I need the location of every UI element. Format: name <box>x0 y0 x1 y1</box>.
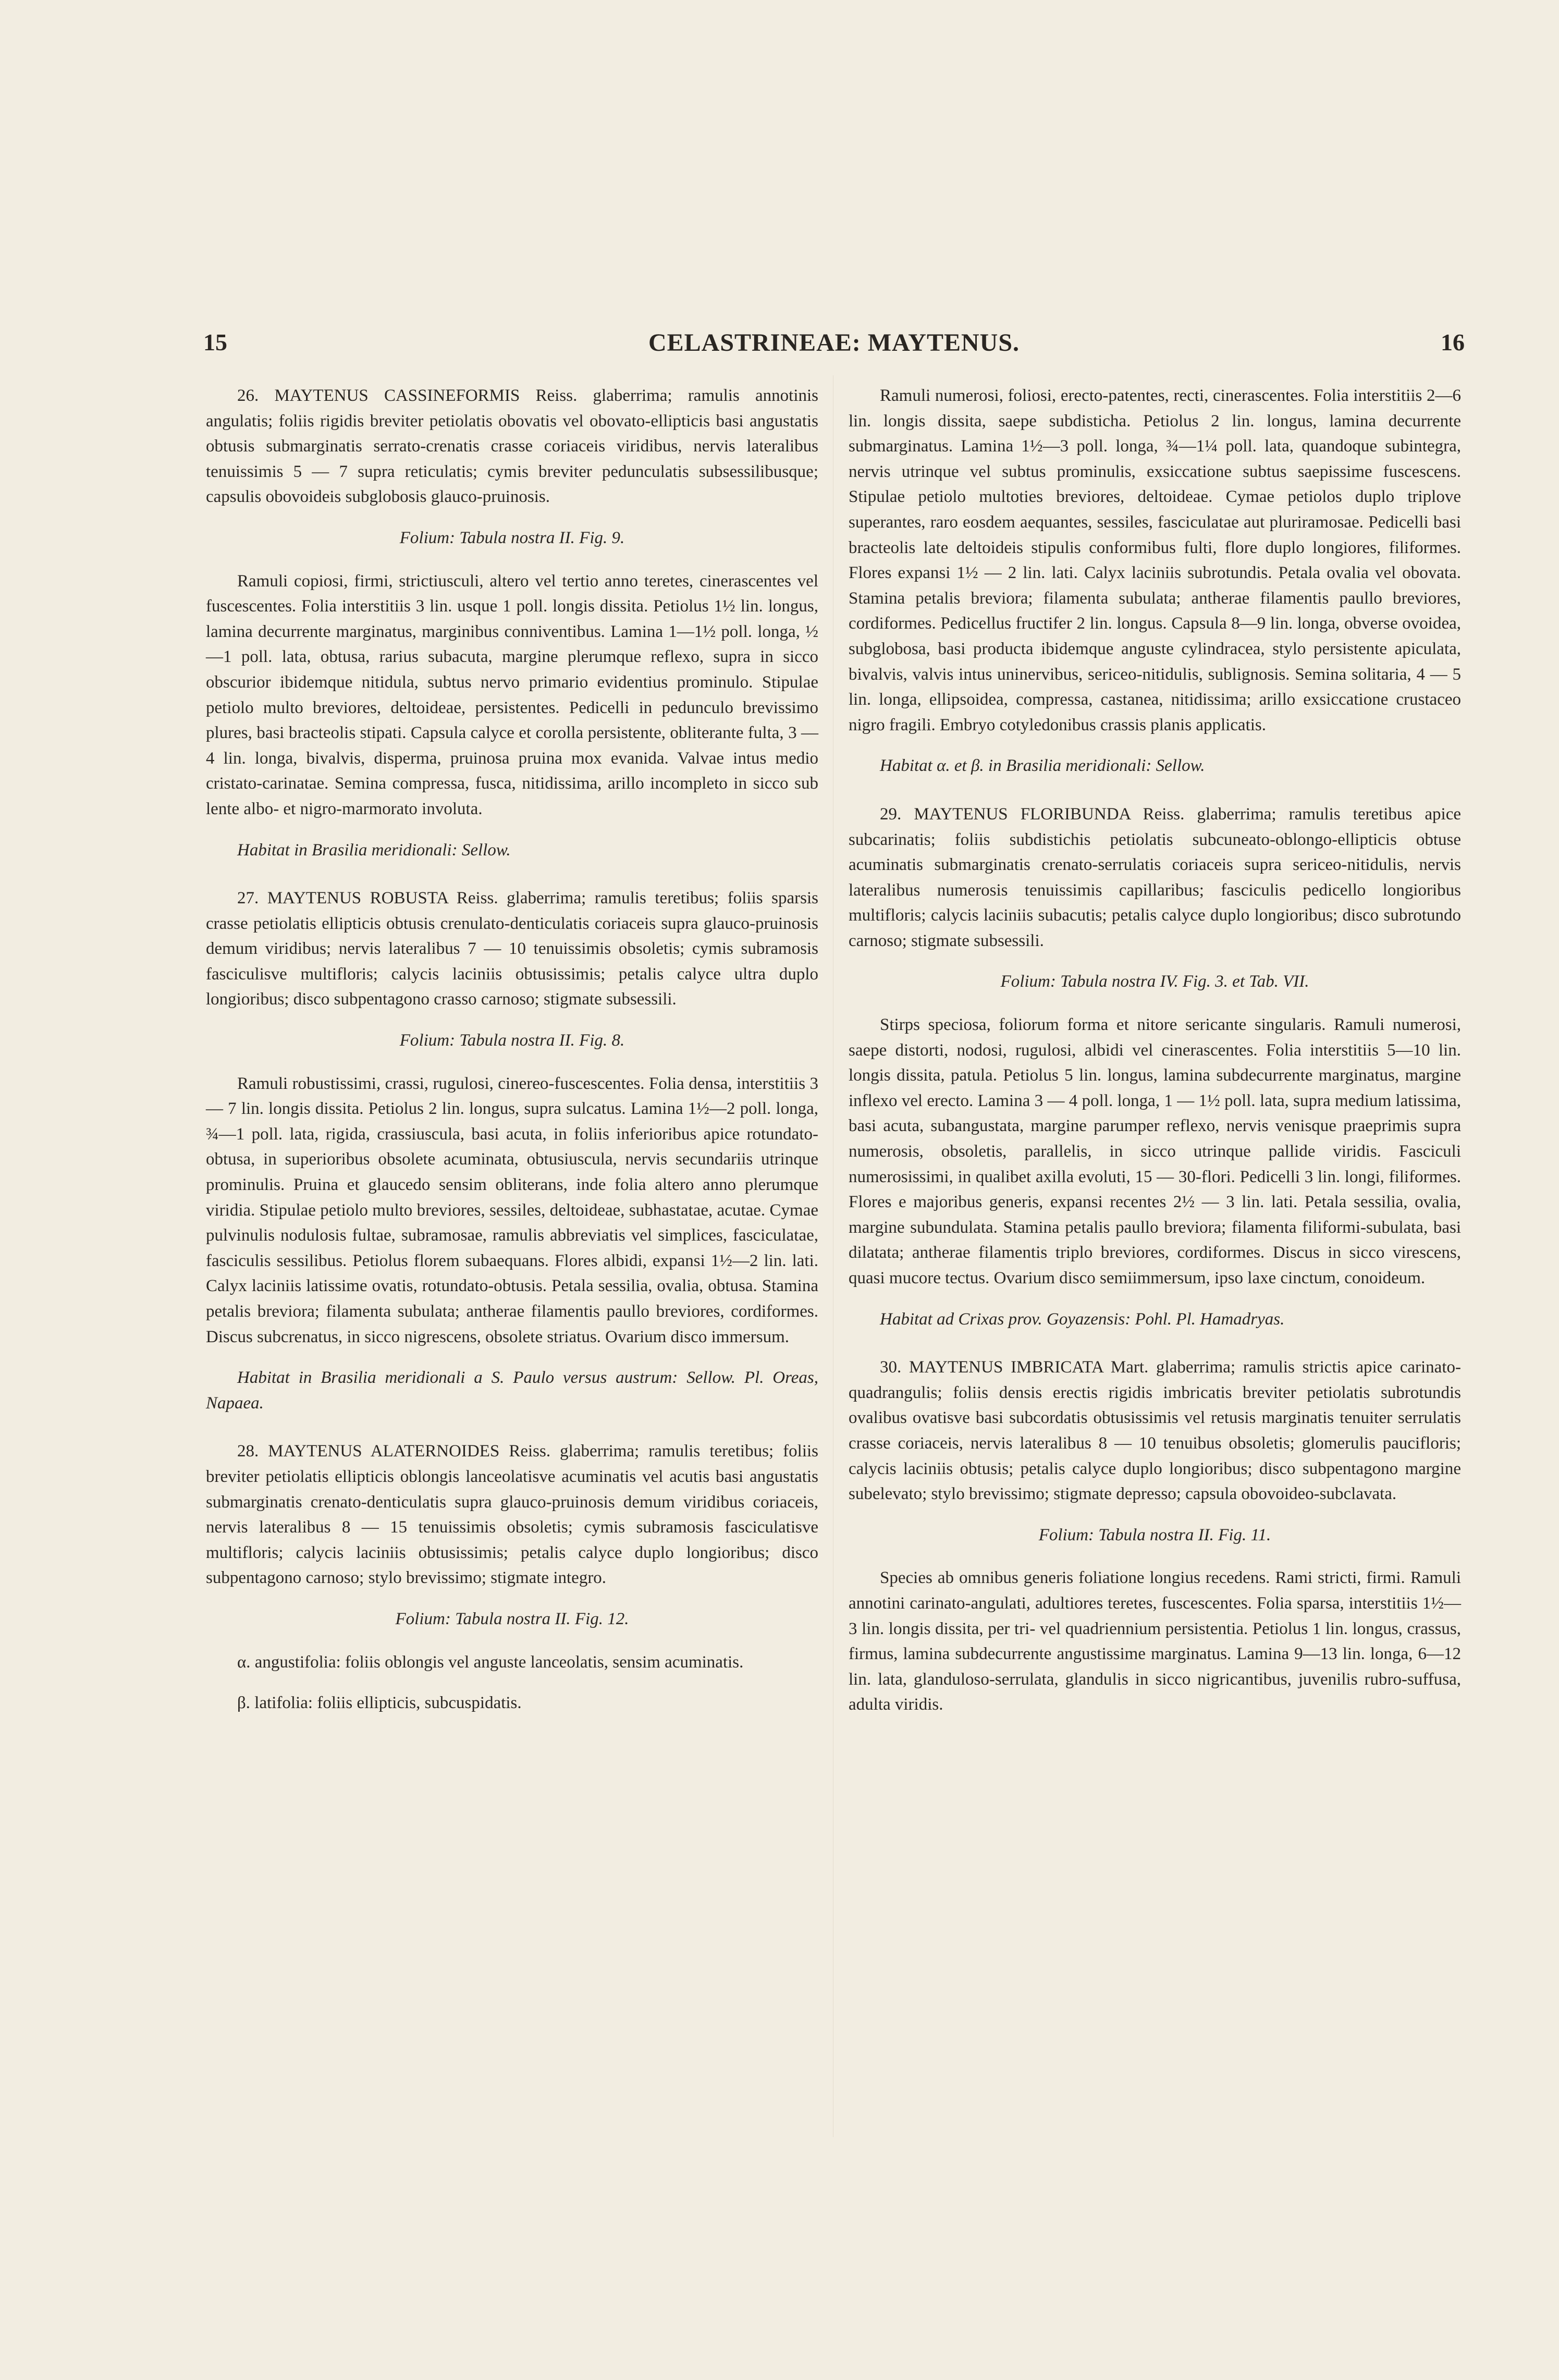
left-page-number: 15 <box>203 329 227 355</box>
page-header <box>203 328 1465 365</box>
species-28-habitat: Habitat α. et β. in Brasilia meridionali: Sellow. <box>880 756 1205 776</box>
species-28-figure-ref: Folium: Tabula nostra II. Fig. 12. <box>395 1609 629 1628</box>
species-26-habitat: Habitat in Brasilia meridionali: Sellow. <box>237 840 511 860</box>
species-29-description: Stirps speciosa, foliorum forma et nitore sericante singularis. Ramuli numerosi, saepe distorti, nodosi, rugulosi, albidi vel cinerascentes. Folia interstitiis 5—10 lin. longis dissita, patula. Petiolus 5 lin. longus, lamina subdecurrente marginatus, margine inflexo vel erecto. Lamina 3 — 4 poll. longa, 1 — 1½ poll. lata, supra medium latissima, basi acuta, subangustata, margine parumper reflexo, nervis venisque praeprimis supra numerosis, obsoletis, parallelis, in sicco utrinque pallide viridis. Fasciculi numerosissimi, in qualibet axilla evoluti, 15 — 30-flori. Pedicelli 3 lin. longi, filiformes. Flores e majoribus generis, expansi recentes 2½ — 3 lin. lati. Petala sessilia, ovalia, margine subundulata. Stamina petalis paullo breviora; filamenta filiformi-subulata, basi dilatata; antherae filamentis triplo breviores, cordiformes. Discus in sicco virescens, quasi mucore tectus. Ovarium disco semiimmersum, ipso laxe cinctum, conoideum. <box>849 1015 1461 1287</box>
right-column <box>849 383 1461 1733</box>
species-27-description: Ramuli robustissimi, crassi, rugulosi, cinereo-fuscescentes. Folia densa, interstitiis 3 — 7 lin. longis dissita. Petiolus 2 lin. longus, supra sulcatus. Lamina 1½—2 poll. longa, ¾—1 poll. lata, rigida, crassiuscula, basi acuta, in foliis inferioribus apice rotundato-obtusa, in superioribus obsolete acuminata, obtusiuscula, nervis secundariis utrinque prominulis. Pruina et glaucedo sensim obliterans, inde folia altero anno plerumque viridia. Stipulae petiolo multo breviores, sessiles, deltoideae, subhastatae, acutae. Cymae pulvinulis nodulosis fultae, subramosae, ramulis abbreviatis vel simplices, fasciculatae, fasciculis sessilibus. Petiolus florem subaequans. Flores albidi, expansi 1½—2 lin. lati. Calyx laciniis latissime ovatis, rotundato-obtusis. Petala sessilia, ovalia, obtusa. Stamina petalis breviora; filamenta subulata; antherae filamentis paullo breviores, cordiformes. Discus subcrenatus, in sicco nigrescens, obsolete striatus. Ovarium disco immersum. <box>206 1074 818 1346</box>
running-title: CELASTRINEAE: MAYTENUS. <box>648 329 1020 357</box>
species-29-habitat: Habitat ad Crixas prov. Goyazensis: Pohl. Pl. Hamadryas. <box>880 1309 1285 1329</box>
species-26-diagnosis: 26. MAYTENUS CASSINEFORMIS Reiss. glaberrima; ramulis annotinis angulatis; foliis rigidis breviter petiolatis obovatis vel obovato-ellipticis basi angustatis obtusis submarginatis serrato-crenatis crasse coriaceis viridibus, nervis lateralibus tenuissimis 5 — 7 supra reticulatis; cymis breviter pedunculatis subsessilibusque; capsulis obovoideis subglobosis glauco-pruinosis. <box>206 386 818 507</box>
species-28-variety-alpha: α. angustifolia: foliis oblongis vel anguste lanceolatis, sensim acuminatis. <box>237 1652 744 1672</box>
left-column <box>206 383 818 1732</box>
species-28-variety-beta: β. latifolia: foliis ellipticis, subcuspidatis. <box>237 1694 522 1713</box>
species-29-diagnosis: 29. MAYTENUS FLORIBUNDA Reiss. glaberrima; ramulis teretibus apice subcarinatis; foliis subdistichis petiolatis subcuneato-oblongo-ellipticis obtuse acuminatis submarginatis crenato-serrulatis coriaceis supra sericeo-nitidulis, nervis lateralibus numerosis tenuissimis capillaribus; fasciculis pedicello longioribus multifloris; calycis laciniis subacutis; petalis calyce duplo longioribus; disco subrotundo carnoso; stigmate subsessili. <box>849 804 1461 950</box>
species-28-description: Ramuli numerosi, foliosi, erecto-patentes, recti, cinerascentes. Folia interstitiis 2—6 lin. longis dissita, saepe subdisticha. Petiolus 2 lin. longus, lamina decurrente submarginatus. Lamina 1½—3 poll. longa, ¾—1¼ poll. lata, quandoque subintegra, nervis utrinque vel subtus prominulis, exsiccatione subtus saepissime fuscescens. Stipulae petiolo multoties breviores, deltoideae. Cymae petiolos duplo triplove superantes, raro eosdem aequantes, sessiles, fasciculatae aut pluriramosae. Pedicelli basi bracteolis late deltoideis stipulis conformibus fulti, flore duplo longiores, filiformes. Flores expansi 1½ — 2 lin. lati. Calyx laciniis subrotundis. Petala ovalia vel obovata. Stamina petalis breviora; filamenta subulata; antherae filamentis paullo breviores, cordiformes. Pedicellus fructifer 2 lin. longus. Capsula 8—9 lin. longa, obverse ovoidea, subglobosa, basi producta ibidemque anguste cylindracea, stylo persistente apiculata, bivalvis, valvis intus uninervibus, sericeo-nitidulis, sublignosis. Semina solitaria, 4 — 5 lin. longa, ellipsoidea, compressa, castanea, nitidissima; arillo exsiccatione crustaceo nigro fragili. Embryo cotyledonibus crassis planis applicatis. <box>849 386 1461 734</box>
species-30-description: Species ab omnibus generis foliatione longius recedens. Rami stricti, firmi. Ramuli annotini carinato-angulati, adultiores teretes, fuscescentes. Folia sparsa, interstitiis 1½—3 lin. longis dissita, per tri- vel quadriennium persistentia. Petiolus 1 lin. longus, crassus, firmus, lamina subdecurrente angustissime marginatus. Lamina 9—13 lin. longa, 6—12 lin. lata, glanduloso-serrulata, glandulis in sicco nigricantibus, juvenilis rubro-suffusa, adulta viridis. <box>849 1568 1461 1714</box>
species-28-diagnosis: 28. MAYTENUS ALATERNOIDES Reiss. glaberrima; ramulis teretibus; foliis breviter petiolatis ellipticis oblongis lanceolatisve acuminatis vel acutis basi angustatis submarginatis crenato-denticulatis supra glauco-pruinosis demum viridibus coriaceis, nervis lateralibus 8 — 15 tenuissimis obsoletis; cymis subramosis fasciculatisve multifloris; calycis laciniis obtusissimis; petalis calyce duplo longioribus; disco subpentagono carnoso; stylo brevissimo; stigmate integro. <box>206 1442 818 1588</box>
right-page-number: 16 <box>1441 329 1465 355</box>
species-29-figure-ref: Folium: Tabula nostra IV. Fig. 3. et Tab. VII. <box>1000 972 1309 991</box>
species-27-figure-ref: Folium: Tabula nostra II. Fig. 8. <box>399 1031 625 1050</box>
species-26-description: Ramuli copiosi, firmi, strictiusculi, altero vel tertio anno teretes, cinerascentes vel fuscescentes. Folia interstitiis 3 lin. usque 1 poll. longis dissita. Petiolus 1½ lin. longus, lamina decurrente marginatus, marginibus conniventibus. Lamina 1—1½ poll. longa, ½—1 poll. lata, obtusa, rarius subacuta, margine plerumque reflexo, supra in sicco obscurior ibidemque nitidula, subtus nervo primario evidentius prominulo. Stipulae petiolo multo breviores, deltoideae, persistentes. Pedicelli in pedunculo brevissimo plures, basi bracteolis stipati. Capsula calyce et corolla persistente, obliterante fulta, 3 — 4 lin. longa, bivalvis, disperma, pruinosa pruina mox evanida. Valvae intus medio cristato-carinatae. Semina compressa, fusca, nitidissima, arillo incompleto in sicco sub lente albo- et nigro-marmorato involuta. <box>206 571 818 818</box>
species-30-diagnosis: 30. MAYTENUS IMBRICATA Mart. glaberrima; ramulis strictis apice carinato-quadrangulis; foliis densis erectis rigidis imbricatis breviter petiolatis subrotundis ovalibus ovatisve basi subcordatis obtusissimis vel retusis marginatis tenuiter serrulatis crasse coriaceis, nervis lateralibus 8 — 10 tenuibus obsoletis; glomerulis paucifloris; calycis laciniis obtusis; petalis calyce duplo longioribus; disco subpentagono margine subelevato; stylo brevissimo; stigmate depresso; capsula obovoideo-subclavata. <box>849 1358 1461 1504</box>
species-30-figure-ref: Folium: Tabula nostra II. Fig. 11. <box>1038 1525 1271 1544</box>
species-27-diagnosis: 27. MAYTENUS ROBUSTA Reiss. glaberrima; ramulis teretibus; foliis sparsis crasse petiolatis ellipticis obtusis crenulato-denticulatis coriaceis supra glauco-pruinosis demum viridibus; nervis lateralibus 7 — 10 tenuissimis obsoletis; cymis subramosis fasciculisve multifloris; calycis laciniis obtusissimis; petalis calyce ultra duplo longioribus; disco subpentagono crasso carnoso; stigmate subsessili. <box>206 889 818 1009</box>
species-27-habitat: Habitat in Brasilia meridionali a S. Paulo versus austrum: Sellow. Pl. Oreas, Napaea. <box>206 1368 818 1413</box>
species-26-figure-ref: Folium: Tabula nostra II. Fig. 9. <box>399 528 625 547</box>
